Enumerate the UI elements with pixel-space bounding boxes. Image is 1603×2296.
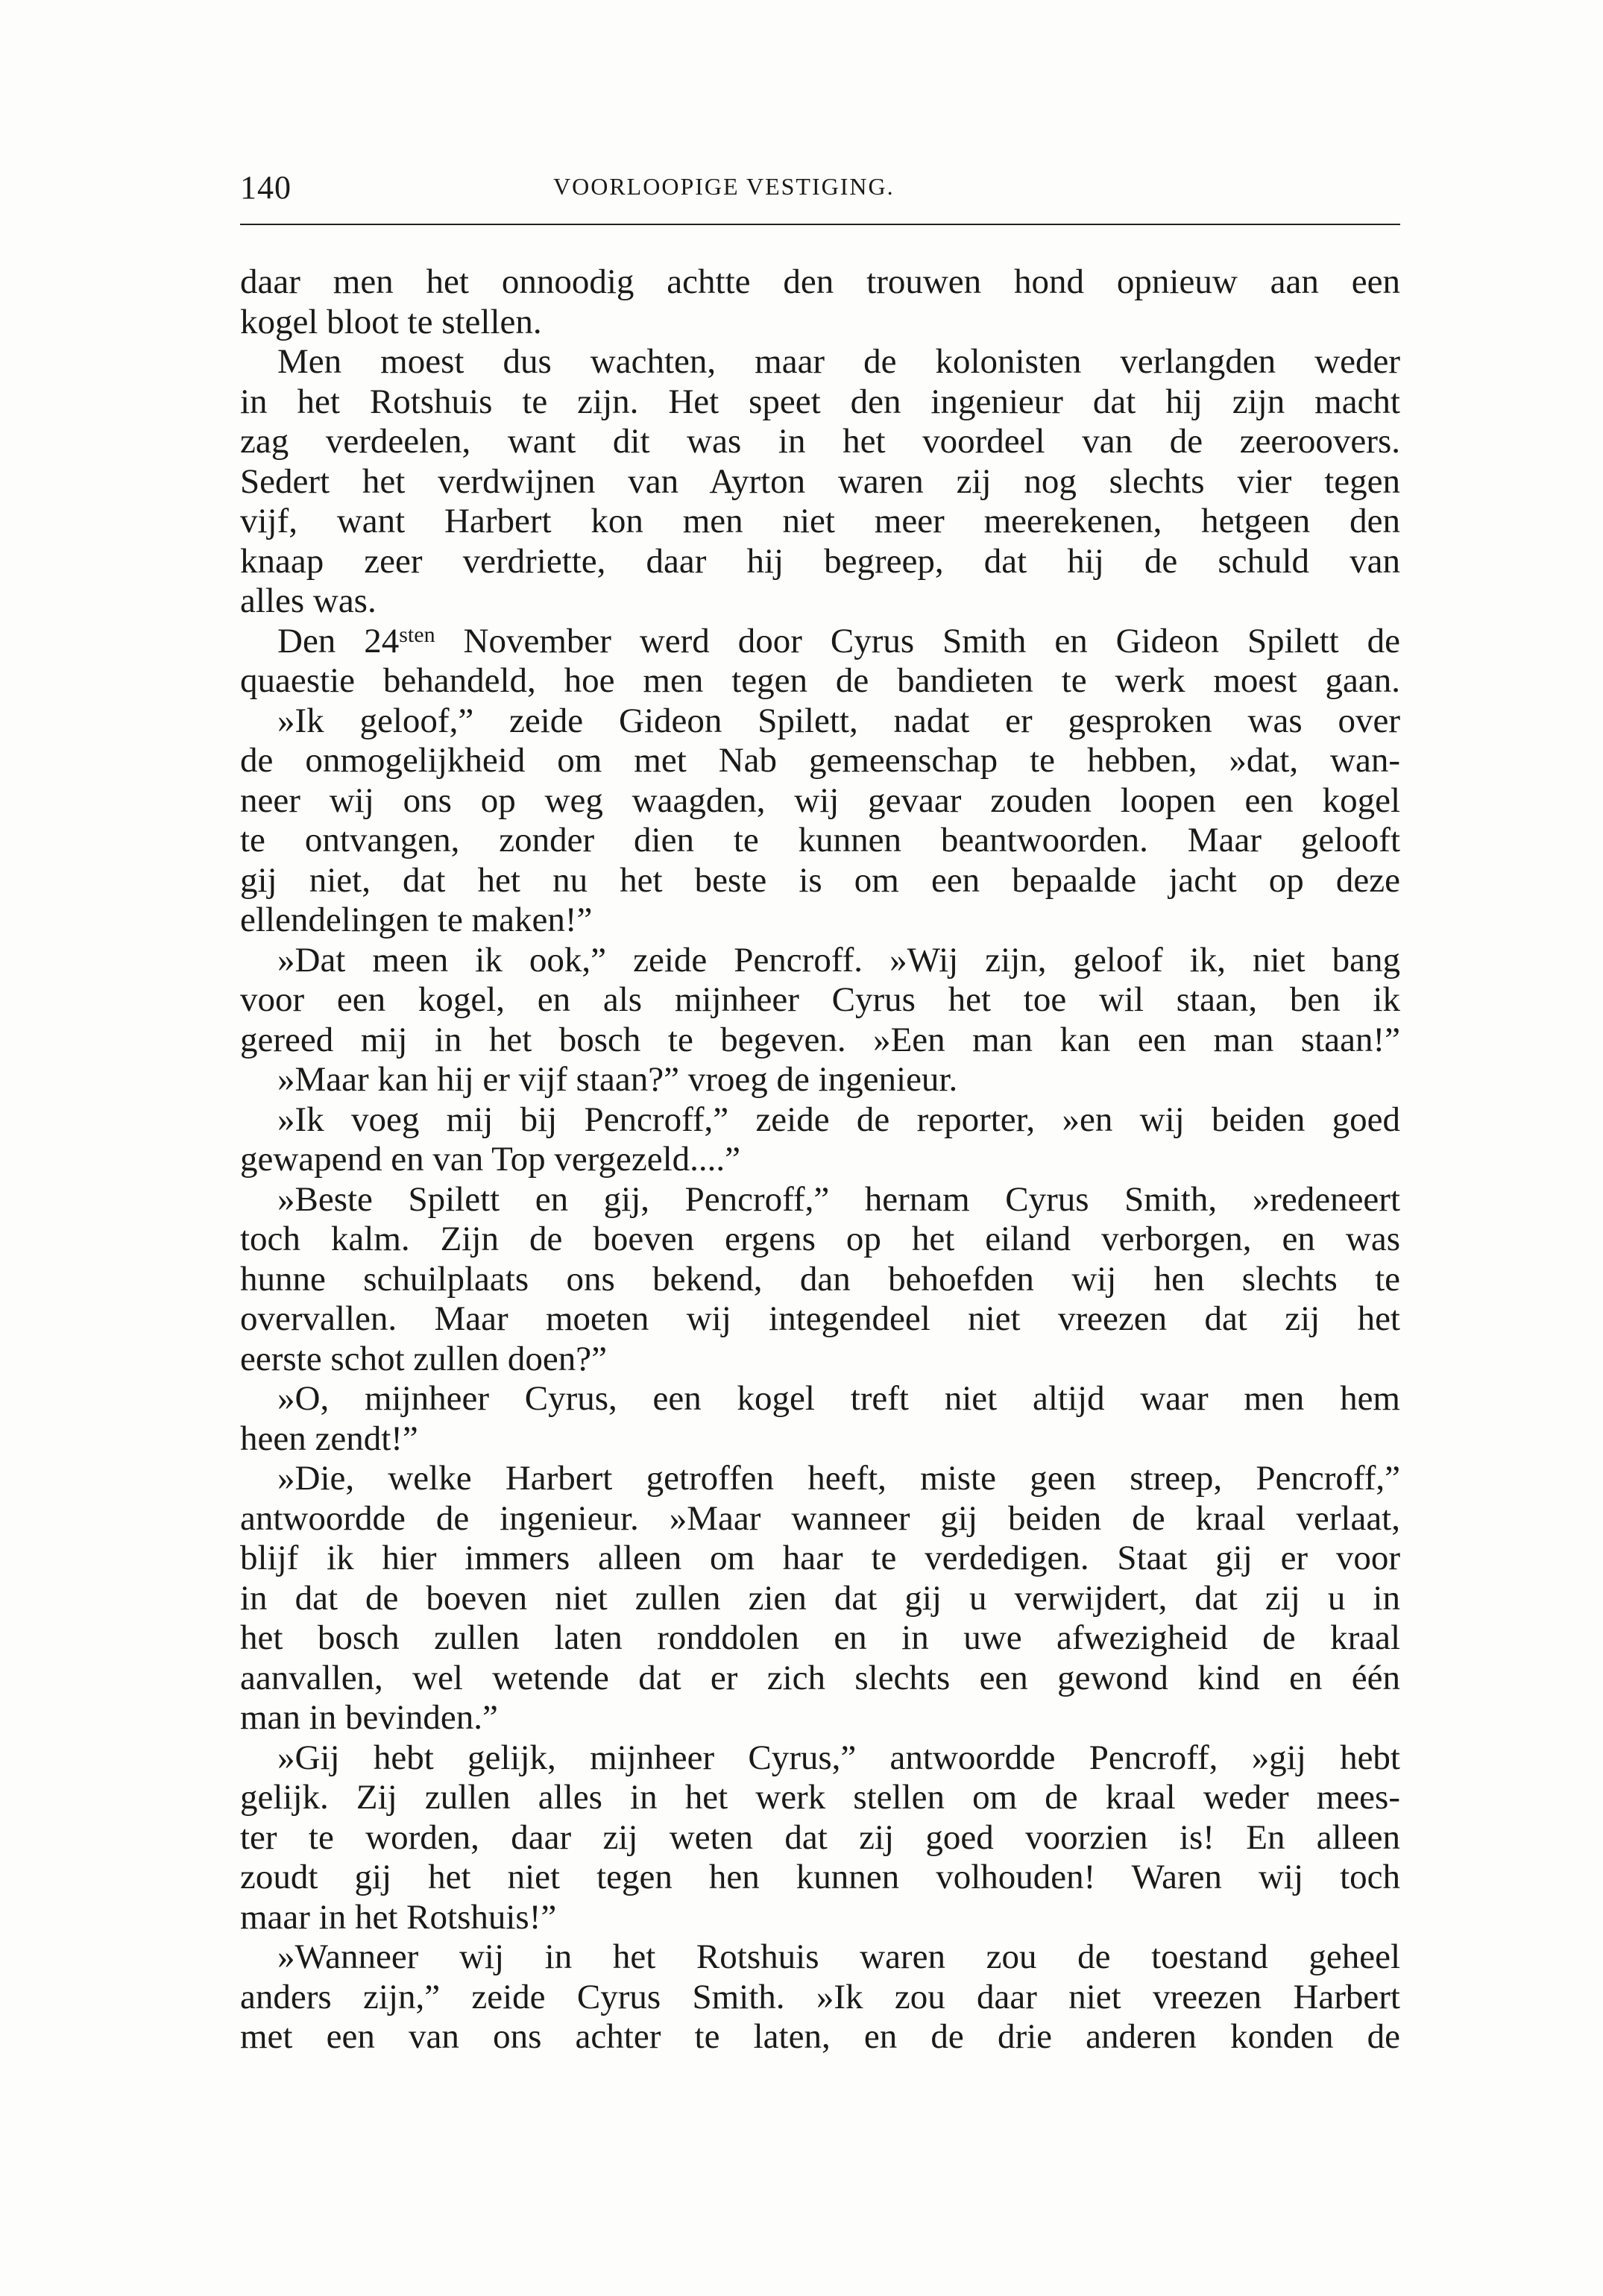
text-line: [240, 1260, 1400, 1300]
line-text: in dat de boeven niet zullen zien dat gij u verwijdert, dat zij u in: [240, 1578, 1400, 1618]
line-text: »Maar kan hij er vijf staan?” vroeg de ingenieur.: [277, 1060, 958, 1099]
text-line: [240, 1738, 1400, 1779]
text-line: [240, 262, 1400, 303]
line-text: overvallen. Maar moeten wij integendeel niet vreezen dat zij het: [240, 1299, 1400, 1338]
line-text: November werd door Cyrus Smith en Gideon Spilett de: [463, 621, 1400, 660]
line-text: gewapend en van Top vergezeld....”: [240, 1140, 740, 1179]
text-line: [240, 382, 1400, 423]
text-line: [240, 781, 1400, 821]
text-line: [240, 1858, 1400, 1898]
line-text: hunne schuilplaats ons bekend, dan behoefden wij hen slechts te: [240, 1259, 1400, 1299]
line-text: toch kalm. Zijn de boeven ergens op het eiland verborgen, en was: [240, 1220, 1400, 1258]
text-line: [240, 821, 1400, 861]
line-text: Sedert het verdwijnen van Ayrton waren zij nog slechts vier tegen: [240, 461, 1400, 501]
text-line: [240, 861, 1400, 901]
line-text: aanvallen, wel wetende dat er zich slechts een gewond kind en één: [240, 1658, 1400, 1697]
text-line: [240, 1898, 1400, 1938]
text-line: [240, 422, 1400, 462]
line-text: ter te worden, daar zij weten dat zij goed voorzien is! En alleen: [240, 1817, 1400, 1857]
line-text: eerste schot zullen doen?”: [240, 1339, 607, 1378]
text-line: [240, 303, 1400, 343]
line-text: »Ik voeg mij bij Pencroff,” zeide de reporter, »en wij beiden goed: [277, 1100, 1400, 1139]
text-line: [240, 1180, 1400, 1220]
text-line: [240, 901, 1400, 941]
line-text: het bosch zullen laten ronddolen en in uwe afwezigheid de kraal: [240, 1618, 1400, 1657]
text-line: [240, 2017, 1400, 2057]
line-text: kogel bloot te stellen.: [240, 302, 542, 341]
text-line: [240, 661, 1400, 701]
text-line: [240, 542, 1400, 582]
line-text: zag verdeelen, want dit was in het voordeel van de zeeroovers.: [240, 422, 1400, 461]
line-text: »Beste Spilett en gij, Pencroff,” hernam Cyrus Smith, »redeneert: [277, 1179, 1400, 1219]
line-text: anders zijn,” zeide Cyrus Smith. »Ik zou daar niet vreezen Harbert: [240, 1977, 1400, 2016]
line-text: voor een kogel, en als mijnheer Cyrus het toe wil staan, ben ik: [240, 980, 1400, 1019]
line-text: te ontvangen, zonder dien te kunnen beantwoorden. Maar gelooft: [240, 821, 1400, 860]
line-text: ellendelingen te maken!”: [240, 901, 593, 939]
line-text: knaap zeer verdriette, daar hij begreep, dat hij de schuld van: [240, 541, 1400, 581]
page-header: [240, 165, 1400, 207]
text-line: [240, 1818, 1400, 1858]
text-line: [240, 1379, 1400, 1419]
text-line: [240, 1140, 1400, 1180]
line-text: antwoordde de ingenieur. »Maar wanneer gij beiden de kraal verlaat,: [240, 1498, 1400, 1538]
text-line: [240, 622, 1400, 662]
header-rule: [240, 224, 1400, 225]
line-text: met een van ons achter te laten, en de drie anderen konden de: [240, 2017, 1400, 2056]
text-line: [240, 1778, 1400, 1818]
text-line: [240, 1937, 1400, 1978]
text-line: [240, 1539, 1400, 1579]
text-line: [240, 1299, 1400, 1340]
running-title: VOORLOOPIGE VESTIGING.: [553, 173, 895, 200]
line-text: gij niet, dat het nu het beste is om een bepaalde jacht op deze: [240, 860, 1400, 900]
line-text: heen zendt!”: [240, 1419, 418, 1458]
text-line: [240, 1499, 1400, 1539]
text-line: [240, 941, 1400, 981]
line-text: alles was.: [240, 581, 377, 620]
text-line: [240, 701, 1400, 742]
text-line: [240, 1021, 1400, 1061]
text-line: [240, 1659, 1400, 1699]
line-text: vijf, want Harbert kon men niet meer meerekenen, hetgeen den: [240, 502, 1400, 540]
line-text: »Dat meen ik ook,” zeide Pencroff. »Wij zijn, geloof ik, niet bang: [277, 940, 1400, 980]
line-text: »Wanneer wij in het Rotshuis waren zou de toestand geheel: [277, 1937, 1400, 1976]
line-text: in het Rotshuis te zijn. Het speet den ingenieur dat hij zijn macht: [240, 382, 1400, 421]
text-line: [240, 1419, 1400, 1460]
line-text: neer wij ons op weg waagden, wij gevaar zouden loopen een kogel: [240, 780, 1400, 820]
line-text: blijf ik hier immers alleen om haar te verdedigen. Staat gij er voor: [240, 1539, 1400, 1577]
text-line: [240, 1698, 1400, 1738]
line-text: maar in het Rotshuis!”: [240, 1897, 557, 1937]
text-line: [240, 741, 1400, 781]
line-text: de onmogelijkheid om met Nab gemeenschap te hebben, »dat, wan-: [240, 741, 1400, 780]
line-text: quaestie behandeld, hoe men tegen de bandieten te werk moest gaan.: [240, 661, 1400, 700]
text-line: [240, 1220, 1400, 1260]
text-line: [240, 1978, 1400, 2018]
date-prefix: Den 24: [277, 621, 400, 660]
page-number: 140: [240, 169, 292, 206]
text-line: [240, 342, 1400, 382]
text-line: [240, 581, 1400, 622]
line-text: daar men het onnoodig achtte den trouwen hond opnieuw aan een: [240, 262, 1400, 301]
text-line: [240, 1459, 1400, 1499]
text-line: [240, 980, 1400, 1021]
text-line: [240, 1579, 1400, 1619]
line-text: gereed mij in het bosch te begeven. »Een man kan een man staan!”: [240, 1020, 1400, 1059]
text-line: [240, 1340, 1400, 1380]
text-line: [240, 502, 1400, 542]
line-text: »Ik geloof,” zeide Gideon Spilett, nadat er gesproken was over: [277, 701, 1400, 740]
line-text: gelijk. Zij zullen alles in het werk stellen om de kraal weder mees-: [240, 1778, 1400, 1817]
line-text: »O, mijnheer Cyrus, een kogel treft niet altijd waar men hem: [277, 1379, 1400, 1418]
text-line: [240, 1100, 1400, 1141]
text-line: [240, 462, 1400, 502]
body-text: [240, 262, 1400, 2057]
line-text: man in bevinden.”: [240, 1698, 498, 1737]
text-line: [240, 1618, 1400, 1659]
line-text: »Gij hebt gelijk, mijnheer Cyrus,” antwoordde Pencroff, »gij hebt: [277, 1738, 1400, 1777]
ordinal-superscript: sten: [399, 622, 435, 647]
line-text: zoudt gij het niet tegen hen kunnen volhouden! Waren wij toch: [240, 1858, 1400, 1896]
text-line: [240, 1060, 1400, 1100]
line-text: Men moest dus wachten, maar de kolonisten verlangden weder: [277, 342, 1400, 381]
line-text: »Die, welke Harbert getroffen heeft, miste geen streep, Pencroff,”: [277, 1459, 1400, 1498]
